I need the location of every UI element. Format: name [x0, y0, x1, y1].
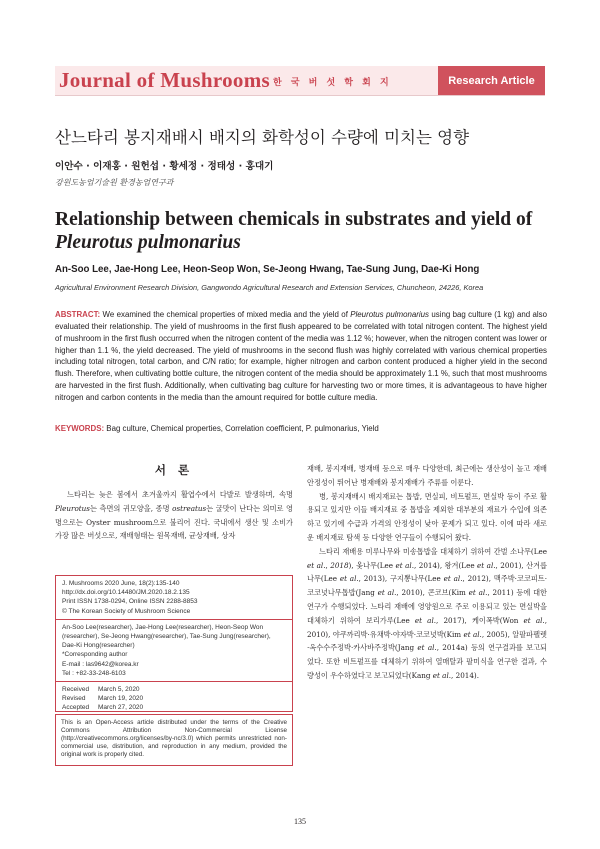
journal-header — [55, 66, 545, 96]
text: ., 2013), 구지뽕나무(Lee — [356, 574, 444, 584]
text: 느타리 재배용 미루나무와 미송톱밥을 대체하기 위하여 간벌 소나무(Lee — [319, 546, 547, 556]
intro-text: 느타리는 늦은 봄에서 초겨울까지 활엽수에서 다발로 발생하며, 속명 — [67, 490, 293, 499]
text: ., — [323, 560, 331, 570]
page-number: 135 — [294, 817, 306, 826]
divider — [56, 681, 292, 682]
authors-english: An-Soo Lee, Jae-Hong Lee, Heon-Seop Won, Se-Jeong Hwang, Tae-Sung Jung, Dae-Ki Hong — [55, 264, 480, 275]
text: ., 2014). — [448, 670, 480, 680]
et-al: et al — [432, 670, 449, 680]
abstract — [55, 309, 547, 404]
article-info-box — [55, 575, 293, 712]
paragraph: 재배, 봉지재배, 병재배 등으로 매우 다양한데, 최근에는 생산성이 높고 재배안정성이 뛰어난 병재배와 봉지재배가 주류를 이룬다. — [307, 464, 547, 487]
et-al: et al — [463, 629, 480, 639]
genus-name: Pleurotus — [55, 503, 90, 513]
intro-left-column — [55, 488, 293, 543]
date-received — [62, 685, 286, 694]
date-label: Accepted — [62, 704, 90, 712]
author-roles: An-Soo Lee(researcher), Jae-Hong Lee(researcher), Heon-Seop Won (researcher), Se-Jeong Hwang(researcher), Tae-Sung Jung(researcher), Dae-Ki Hong(researcher) — [62, 623, 271, 650]
et-al: et al — [395, 560, 412, 570]
year: 2018 — [330, 560, 349, 570]
et-al: et al — [477, 560, 494, 570]
text: ., 2014a) 등의 연구결과를 보고되었다. 또한 비트펄프를 대체하기 위하여 열매탈과 팔미식을 연구한 결과, 수량성이 우수하였다고 보고되었다(Kang — [307, 643, 547, 680]
et-al: et al — [468, 588, 486, 598]
paragraph: 병, 봉지재배시 배지재료는 톱밥, 면실피, 비트펄프, 면실박 등이 주로 활용되고 있지만 이들 배지재료 중 톱밥을 제외한 대부분의 재료가 수입에 의존하고 있기에 수급과 가격의 안정성이 낮아 문제가 되고 있다. 이에 따라 새로운 배지재료 탐색 등 다양한 연구들이 수행되어 왔다. — [307, 491, 547, 542]
text: ., 2017), 케이폭박(Won — [433, 615, 524, 625]
date-revised — [62, 694, 286, 703]
citation: J. Mushrooms 2020 June, 18(2):135-140 — [62, 580, 180, 587]
abstract-text-2: using bag culture (1 kg) and also evaluated their relationship. The yield of mushrooms in the first flush appeared to be correlated with total nitrogen content. The highest yield of mushroom in the first flush occurred when the nitrogen content of the media was 1.12 %; however, when the nitrogen content was lower or higher than 1.1 %, the yield decreased. The yield of mushrooms in the second flush was highly correlated with various chemical properties including total nitrogen, total carbon, and C/N ratio; for example, higher nitrogen and carbon content produced a higher yield in the second flush. Therefore, when cultivating bottle culture, the nitrogen content of the media should be approximately 1.1 %, such that most mushrooms are harvested in the first flush. Additionally, when cultivating bag culture for harvesting two or more times, it is advantageous to have higher nitrogen and carbon contents in the media than the amount required for bottle culture media. — [55, 310, 547, 402]
title-english-species: Pleurotus pulmonarius — [55, 232, 241, 253]
title-english — [55, 208, 555, 254]
et-al: et al — [377, 588, 395, 598]
text: ., 2011) 등에 대한 연구가 수행되었다. 느타리 재배에 영양원으로 주로 이용되고 있는 면실박을 대체하기 위하여 보리가루(Lee — [307, 588, 548, 625]
date-label: Received — [62, 686, 90, 694]
species-name: ostreatus — [172, 503, 207, 513]
keywords — [55, 424, 547, 433]
journal-name: Journal of Mushrooms — [59, 68, 270, 92]
authors-korean: 이안수 · 이재홍 · 원헌섭 · 황세정 · 정태성 · 홍대기 — [55, 161, 274, 172]
article-type-badge: Research Article — [438, 66, 545, 95]
abstract-label: ABSTRACT: — [55, 310, 101, 319]
telephone: Tel : +82-33-248-6103 — [62, 669, 126, 677]
date-value: March 5, 2020 — [98, 686, 140, 694]
doi-link[interactable]: http://dx.doi.org/10.14480/JM.2020.18.2.135 — [62, 589, 190, 597]
text: ., 2005), 알팔파펠렛·옥수수주정박·카사바주정박(Jang — [307, 629, 547, 653]
keywords-text: Bag culture, Chemical properties, Correlation coefficient, P. pulmonarius, Yield — [104, 424, 379, 433]
email[interactable]: E-mail : las9642@korea.kr — [62, 660, 139, 668]
et-al: et al — [523, 615, 543, 625]
date-label: Revised — [62, 695, 86, 703]
text: ., 2012), 맥주박·코코피트·코코넛나무톱밥(Jang — [307, 574, 547, 598]
keywords-label: KEYWORDS: — [55, 424, 105, 433]
issn: Print ISSN 1738-0294, Online ISSN 2288-8853 — [62, 598, 198, 606]
copyright: © The Korean Society of Mushroom Science — [62, 607, 191, 615]
intro-text: 는 굴맛이 난다는 의미로 영명으로는 Oyster mushroom으로 불리어 진다. 국내에서 생산 및 소비가 가장 많은 버섯으로, 재배형태는 원목재배, 균상재배, 상자 — [55, 503, 293, 541]
text: ., 2014), 왕겨(Lee — [411, 560, 478, 570]
paragraph — [307, 545, 547, 683]
section-title-intro: 서 론 — [154, 463, 194, 477]
date-value: March 27, 2020 — [98, 704, 144, 712]
open-access-notice: This is an Open-Access article distributed under the terms of the Creative Commons Attribution Non-Commercial License (http://creativecommons.org/licenses/by-nc/3.0) which permits unrestricted non-commercial use, distribution, and reproduction in any medium, provided the original work is properly cited. — [55, 714, 293, 766]
affiliation-korean: 강원도농업기술원 환경농업연구과 — [55, 178, 174, 187]
abstract-text-1: We examined the chemical properties of mixed media and the yield of — [100, 310, 351, 319]
et-al: et al — [417, 643, 435, 653]
abstract-species: Pleurotus pulmonarius — [350, 310, 429, 319]
et-al: et al — [307, 560, 324, 570]
text: ), 옻나무(Lee — [348, 560, 396, 570]
date-accepted — [62, 703, 286, 712]
affiliation-english: Agricultural Environment Research Division, Gangwondo Agricultural Research and Extension Services, Chuncheon, 24226, Korea — [55, 283, 484, 292]
divider — [56, 619, 292, 620]
date-value: March 19, 2020 — [98, 695, 144, 703]
text: ., 2010), 야쿠까리박·유채박·야자박·코코넛박(Kim — [307, 615, 547, 639]
corresponding-author: *Corresponding author — [62, 651, 128, 659]
title-korean: 산느타리 봉지재배시 배지의 화학성이 수량에 미치는 영향 — [55, 128, 470, 147]
intro-right-column — [307, 462, 547, 683]
et-al: et al — [443, 574, 461, 584]
et-al: et al — [339, 574, 357, 584]
title-english-main: Relationship between chemicals in substrates and yield of — [55, 209, 533, 230]
text: ., 2001), 산겨릅나무(Lee — [307, 560, 547, 584]
text: ., 2010), 콘코브(Kim — [394, 588, 469, 598]
et-al: et al — [414, 615, 434, 625]
intro-text: 는 측면의 귀모양을, 종명 — [90, 503, 173, 513]
journal-name-kr: 한 국 버 섯 학 회 지 — [273, 78, 392, 88]
